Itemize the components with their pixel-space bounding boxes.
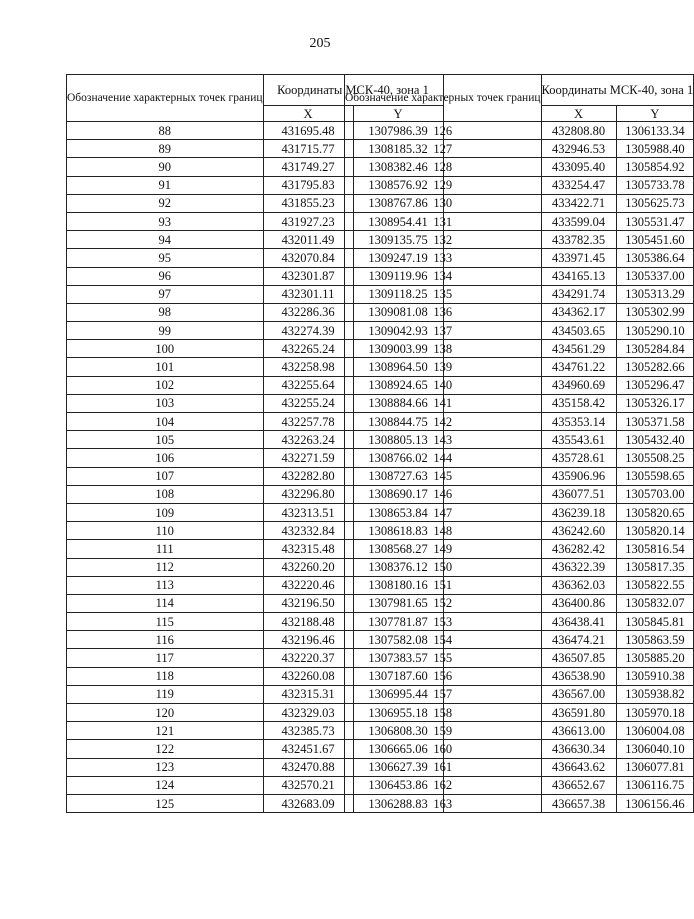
coord-system-header: Координаты МСК-40, зона 1	[541, 75, 694, 106]
table-body-right	[345, 122, 694, 813]
y-coordinate-cell: 1308766.02	[353, 449, 443, 467]
y-coordinate-cell: 1305822.55	[616, 576, 694, 594]
point-number-cell: 129	[345, 176, 542, 194]
table-row	[345, 667, 694, 685]
x-coordinate-cell: 436613.00	[541, 722, 616, 740]
x-column-header: X	[541, 106, 616, 122]
point-label-header: Обозначение характерных точек границ	[67, 75, 264, 122]
point-number-cell: 128	[345, 158, 542, 176]
y-coordinate-cell: 1305337.00	[616, 267, 694, 285]
x-coordinate-cell: 432257.78	[263, 413, 353, 431]
point-number-cell: 142	[345, 413, 542, 431]
table-row	[345, 122, 694, 140]
point-number-cell: 154	[345, 631, 542, 649]
table-row	[345, 212, 694, 230]
point-number-cell: 130	[345, 194, 542, 212]
x-coordinate-cell: 432255.24	[263, 394, 353, 412]
y-coordinate-cell: 1305703.00	[616, 485, 694, 503]
x-coordinate-cell: 436239.18	[541, 503, 616, 521]
y-coordinate-cell: 1307582.08	[353, 631, 443, 649]
table-row	[345, 685, 694, 703]
y-coordinate-cell: 1305432.40	[616, 431, 694, 449]
y-coordinate-cell: 1308180.16	[353, 576, 443, 594]
y-coordinate-cell: 1305371.58	[616, 413, 694, 431]
table-row	[345, 449, 694, 467]
y-coordinate-cell: 1305451.60	[616, 231, 694, 249]
table-row	[345, 722, 694, 740]
y-coordinate-cell: 1306665.06	[353, 740, 443, 758]
table-row	[345, 540, 694, 558]
y-coordinate-cell: 1305820.14	[616, 522, 694, 540]
y-coordinate-cell: 1305598.65	[616, 467, 694, 485]
table-row	[345, 558, 694, 576]
point-number-cell: 159	[345, 722, 542, 740]
y-coordinate-cell: 1305863.59	[616, 631, 694, 649]
point-number-cell: 90	[67, 158, 264, 176]
point-number-cell: 140	[345, 376, 542, 394]
point-number-cell: 161	[345, 758, 542, 776]
coord-system-header: Координаты МСК-40, зона 1	[263, 75, 443, 106]
y-coordinate-cell: 1308844.75	[353, 413, 443, 431]
y-coordinate-cell: 1305820.65	[616, 503, 694, 521]
point-number-cell: 141	[345, 394, 542, 412]
y-coordinate-cell: 1305625.73	[616, 194, 694, 212]
x-coordinate-cell: 432332.84	[263, 522, 353, 540]
x-coordinate-cell: 436567.00	[541, 685, 616, 703]
y-coordinate-cell: 1306133.34	[616, 122, 694, 140]
x-coordinate-cell: 432286.36	[263, 303, 353, 321]
y-coordinate-cell: 1305284.84	[616, 340, 694, 358]
x-coordinate-cell: 436630.34	[541, 740, 616, 758]
x-coordinate-cell: 434291.74	[541, 285, 616, 303]
x-column-header: X	[263, 106, 353, 122]
point-number-cell: 92	[67, 194, 264, 212]
x-coordinate-cell: 432313.51	[263, 503, 353, 521]
y-coordinate-cell: 1306955.18	[353, 704, 443, 722]
y-coordinate-cell: 1307986.39	[353, 122, 443, 140]
y-column-header: Y	[353, 106, 443, 122]
point-number-cell: 133	[345, 249, 542, 267]
y-coordinate-cell: 1307981.65	[353, 594, 443, 612]
table-row	[345, 249, 694, 267]
table-row	[345, 303, 694, 321]
x-coordinate-cell: 432282.80	[263, 467, 353, 485]
x-coordinate-cell: 432274.39	[263, 322, 353, 340]
point-number-cell: 149	[345, 540, 542, 558]
x-coordinate-cell: 432255.64	[263, 376, 353, 394]
table-row	[345, 576, 694, 594]
x-coordinate-cell: 436538.90	[541, 667, 616, 685]
y-coordinate-cell: 1305296.47	[616, 376, 694, 394]
y-coordinate-cell: 1305733.78	[616, 176, 694, 194]
point-number-cell: 115	[67, 613, 264, 631]
point-number-cell: 137	[345, 322, 542, 340]
x-coordinate-cell: 432263.24	[263, 431, 353, 449]
x-coordinate-cell: 436322.39	[541, 558, 616, 576]
y-column-header: Y	[616, 106, 694, 122]
y-coordinate-cell: 1309042.93	[353, 322, 443, 340]
point-number-cell: 96	[67, 267, 264, 285]
y-coordinate-cell: 1308964.50	[353, 358, 443, 376]
x-coordinate-cell: 433599.04	[541, 212, 616, 230]
y-coordinate-cell: 1305313.29	[616, 285, 694, 303]
point-number-cell: 146	[345, 485, 542, 503]
y-coordinate-cell: 1306004.08	[616, 722, 694, 740]
x-coordinate-cell: 432301.87	[263, 267, 353, 285]
y-coordinate-cell: 1305970.18	[616, 704, 694, 722]
point-number-cell: 136	[345, 303, 542, 321]
table-row	[345, 704, 694, 722]
point-number-cell: 100	[67, 340, 264, 358]
x-coordinate-cell: 432570.21	[263, 776, 353, 794]
y-coordinate-cell: 1308185.32	[353, 140, 443, 158]
x-coordinate-cell: 432258.98	[263, 358, 353, 376]
x-coordinate-cell: 434362.17	[541, 303, 616, 321]
x-coordinate-cell: 433971.45	[541, 249, 616, 267]
point-number-cell: 150	[345, 558, 542, 576]
x-coordinate-cell: 434503.65	[541, 322, 616, 340]
point-number-cell: 151	[345, 576, 542, 594]
table-row	[345, 413, 694, 431]
point-number-cell: 102	[67, 376, 264, 394]
point-number-cell: 89	[67, 140, 264, 158]
x-coordinate-cell: 432188.48	[263, 613, 353, 631]
table-row	[345, 613, 694, 631]
x-coordinate-cell: 433095.40	[541, 158, 616, 176]
point-number-cell: 145	[345, 467, 542, 485]
y-coordinate-cell: 1308690.17	[353, 485, 443, 503]
point-number-cell: 163	[345, 794, 542, 812]
table-row	[345, 176, 694, 194]
x-coordinate-cell: 431855.23	[263, 194, 353, 212]
point-number-cell: 110	[67, 522, 264, 540]
y-coordinate-cell: 1305988.40	[616, 140, 694, 158]
x-coordinate-cell: 431795.83	[263, 176, 353, 194]
x-coordinate-cell: 434165.13	[541, 267, 616, 285]
y-coordinate-cell: 1306995.44	[353, 685, 443, 703]
table-row	[345, 194, 694, 212]
x-coordinate-cell: 433422.71	[541, 194, 616, 212]
x-coordinate-cell: 431715.77	[263, 140, 353, 158]
y-coordinate-cell: 1305326.17	[616, 394, 694, 412]
point-number-cell: 156	[345, 667, 542, 685]
y-coordinate-cell: 1308618.83	[353, 522, 443, 540]
x-coordinate-cell: 435543.61	[541, 431, 616, 449]
point-number-cell: 147	[345, 503, 542, 521]
y-coordinate-cell: 1308568.27	[353, 540, 443, 558]
page-number: 205	[309, 36, 331, 51]
y-coordinate-cell: 1308767.86	[353, 194, 443, 212]
point-number-cell: 143	[345, 431, 542, 449]
y-coordinate-cell: 1308884.66	[353, 394, 443, 412]
point-number-cell: 144	[345, 449, 542, 467]
x-coordinate-cell: 436657.38	[541, 794, 616, 812]
y-coordinate-cell: 1305302.99	[616, 303, 694, 321]
point-number-cell: 119	[67, 685, 264, 703]
point-number-cell: 114	[67, 594, 264, 612]
x-coordinate-cell: 432196.50	[263, 594, 353, 612]
y-coordinate-cell: 1305508.25	[616, 449, 694, 467]
point-number-cell: 113	[67, 576, 264, 594]
point-number-cell: 118	[67, 667, 264, 685]
x-coordinate-cell: 436591.80	[541, 704, 616, 722]
y-coordinate-cell: 1308954.41	[353, 212, 443, 230]
y-coordinate-cell: 1306808.30	[353, 722, 443, 740]
table-row	[345, 649, 694, 667]
point-number-cell: 105	[67, 431, 264, 449]
x-coordinate-cell: 432011.49	[263, 231, 353, 249]
point-number-cell: 98	[67, 303, 264, 321]
x-coordinate-cell: 434561.29	[541, 340, 616, 358]
x-coordinate-cell: 436077.51	[541, 485, 616, 503]
y-coordinate-cell: 1309081.08	[353, 303, 443, 321]
table-row	[345, 503, 694, 521]
y-coordinate-cell: 1305817.35	[616, 558, 694, 576]
point-number-cell: 134	[345, 267, 542, 285]
table-row	[345, 776, 694, 794]
table-row	[345, 231, 694, 249]
point-number-cell: 101	[67, 358, 264, 376]
point-number-cell: 94	[67, 231, 264, 249]
x-coordinate-cell: 432296.80	[263, 485, 353, 503]
x-coordinate-cell: 432260.08	[263, 667, 353, 685]
table-row	[345, 285, 694, 303]
point-number-cell: 93	[67, 212, 264, 230]
table-row	[345, 376, 694, 394]
point-number-cell: 88	[67, 122, 264, 140]
coordinates-table-right	[344, 74, 694, 813]
y-coordinate-cell: 1305845.81	[616, 613, 694, 631]
y-coordinate-cell: 1308376.12	[353, 558, 443, 576]
table-row	[345, 394, 694, 412]
x-coordinate-cell: 433782.35	[541, 231, 616, 249]
x-coordinate-cell: 435158.42	[541, 394, 616, 412]
y-coordinate-cell: 1305910.38	[616, 667, 694, 685]
point-number-cell: 111	[67, 540, 264, 558]
y-coordinate-cell: 1305816.54	[616, 540, 694, 558]
x-coordinate-cell: 435353.14	[541, 413, 616, 431]
x-coordinate-cell: 436282.42	[541, 540, 616, 558]
y-coordinate-cell: 1308653.84	[353, 503, 443, 521]
y-coordinate-cell: 1305854.92	[616, 158, 694, 176]
point-label-header: Обозначение характерных точек границ	[345, 75, 542, 122]
point-number-cell: 162	[345, 776, 542, 794]
y-coordinate-cell: 1309247.19	[353, 249, 443, 267]
point-number-cell: 107	[67, 467, 264, 485]
y-coordinate-cell: 1308924.65	[353, 376, 443, 394]
point-number-cell: 108	[67, 485, 264, 503]
table-row	[345, 594, 694, 612]
point-number-cell: 125	[67, 794, 264, 812]
point-number-cell: 117	[67, 649, 264, 667]
x-coordinate-cell: 435906.96	[541, 467, 616, 485]
y-coordinate-cell: 1306116.75	[616, 776, 694, 794]
y-coordinate-cell: 1308382.46	[353, 158, 443, 176]
x-coordinate-cell: 431927.23	[263, 212, 353, 230]
point-number-cell: 97	[67, 285, 264, 303]
y-coordinate-cell: 1307383.57	[353, 649, 443, 667]
x-coordinate-cell: 432220.37	[263, 649, 353, 667]
x-coordinate-cell: 432070.84	[263, 249, 353, 267]
x-coordinate-cell: 432470.88	[263, 758, 353, 776]
table-row	[345, 631, 694, 649]
x-coordinate-cell: 432683.09	[263, 794, 353, 812]
point-number-cell: 112	[67, 558, 264, 576]
x-coordinate-cell: 436438.41	[541, 613, 616, 631]
y-coordinate-cell: 1309135.75	[353, 231, 443, 249]
table-row	[345, 467, 694, 485]
table-row	[345, 322, 694, 340]
table-row	[345, 758, 694, 776]
y-coordinate-cell: 1305531.47	[616, 212, 694, 230]
x-coordinate-cell: 433254.47	[541, 176, 616, 194]
y-coordinate-cell: 1305290.10	[616, 322, 694, 340]
point-number-cell: 109	[67, 503, 264, 521]
y-coordinate-cell: 1308727.63	[353, 467, 443, 485]
point-number-cell: 153	[345, 613, 542, 631]
point-number-cell: 152	[345, 594, 542, 612]
x-coordinate-cell: 431749.27	[263, 158, 353, 176]
point-number-cell: 131	[345, 212, 542, 230]
y-coordinate-cell: 1309118.25	[353, 285, 443, 303]
point-number-cell: 123	[67, 758, 264, 776]
y-coordinate-cell: 1307187.60	[353, 667, 443, 685]
x-coordinate-cell: 432451.67	[263, 740, 353, 758]
x-coordinate-cell: 436507.85	[541, 649, 616, 667]
y-coordinate-cell: 1307781.87	[353, 613, 443, 631]
x-coordinate-cell: 432265.24	[263, 340, 353, 358]
y-coordinate-cell: 1306453.86	[353, 776, 443, 794]
point-number-cell: 124	[67, 776, 264, 794]
point-number-cell: 160	[345, 740, 542, 758]
table-row	[345, 485, 694, 503]
point-number-cell: 116	[67, 631, 264, 649]
table-row	[345, 158, 694, 176]
table-row	[345, 340, 694, 358]
point-number-cell: 95	[67, 249, 264, 267]
point-number-cell: 138	[345, 340, 542, 358]
point-number-cell: 104	[67, 413, 264, 431]
table-row	[345, 267, 694, 285]
y-coordinate-cell: 1306156.46	[616, 794, 694, 812]
y-coordinate-cell: 1305282.66	[616, 358, 694, 376]
x-coordinate-cell: 436400.86	[541, 594, 616, 612]
x-coordinate-cell: 436643.62	[541, 758, 616, 776]
x-coordinate-cell: 436652.67	[541, 776, 616, 794]
table-row	[345, 358, 694, 376]
point-number-cell: 121	[67, 722, 264, 740]
x-coordinate-cell: 432196.46	[263, 631, 353, 649]
x-coordinate-cell: 432385.73	[263, 722, 353, 740]
point-number-cell: 148	[345, 522, 542, 540]
y-coordinate-cell: 1305938.82	[616, 685, 694, 703]
x-coordinate-cell: 432315.31	[263, 685, 353, 703]
y-coordinate-cell: 1309119.96	[353, 267, 443, 285]
x-coordinate-cell: 436474.21	[541, 631, 616, 649]
table-row	[345, 431, 694, 449]
x-coordinate-cell: 432301.11	[263, 285, 353, 303]
table-row	[345, 740, 694, 758]
y-coordinate-cell: 1309003.99	[353, 340, 443, 358]
point-number-cell: 91	[67, 176, 264, 194]
point-number-cell: 99	[67, 322, 264, 340]
y-coordinate-cell: 1305386.64	[616, 249, 694, 267]
x-coordinate-cell: 434960.69	[541, 376, 616, 394]
y-coordinate-cell: 1308576.92	[353, 176, 443, 194]
point-number-cell: 120	[67, 704, 264, 722]
y-coordinate-cell: 1306627.39	[353, 758, 443, 776]
point-number-cell: 155	[345, 649, 542, 667]
point-number-cell: 126	[345, 122, 542, 140]
x-coordinate-cell: 436362.03	[541, 576, 616, 594]
point-number-cell: 157	[345, 685, 542, 703]
y-coordinate-cell: 1306040.10	[616, 740, 694, 758]
point-number-cell: 122	[67, 740, 264, 758]
x-coordinate-cell: 432220.46	[263, 576, 353, 594]
y-coordinate-cell: 1306077.81	[616, 758, 694, 776]
point-number-cell: 106	[67, 449, 264, 467]
y-coordinate-cell: 1306288.83	[353, 794, 443, 812]
x-coordinate-cell: 432946.53	[541, 140, 616, 158]
point-number-cell: 103	[67, 394, 264, 412]
table-row	[345, 522, 694, 540]
x-coordinate-cell: 435728.61	[541, 449, 616, 467]
point-number-cell: 135	[345, 285, 542, 303]
y-coordinate-cell: 1308805.13	[353, 431, 443, 449]
x-coordinate-cell: 432260.20	[263, 558, 353, 576]
x-coordinate-cell: 432808.80	[541, 122, 616, 140]
x-coordinate-cell: 432329.03	[263, 704, 353, 722]
table-row	[345, 140, 694, 158]
x-coordinate-cell: 432271.59	[263, 449, 353, 467]
x-coordinate-cell: 434761.22	[541, 358, 616, 376]
point-number-cell: 132	[345, 231, 542, 249]
x-coordinate-cell: 431695.48	[263, 122, 353, 140]
y-coordinate-cell: 1305885.20	[616, 649, 694, 667]
point-number-cell: 158	[345, 704, 542, 722]
point-number-cell: 127	[345, 140, 542, 158]
table-row	[345, 794, 694, 812]
point-number-cell: 139	[345, 358, 542, 376]
x-coordinate-cell: 432315.48	[263, 540, 353, 558]
x-coordinate-cell: 436242.60	[541, 522, 616, 540]
y-coordinate-cell: 1305832.07	[616, 594, 694, 612]
